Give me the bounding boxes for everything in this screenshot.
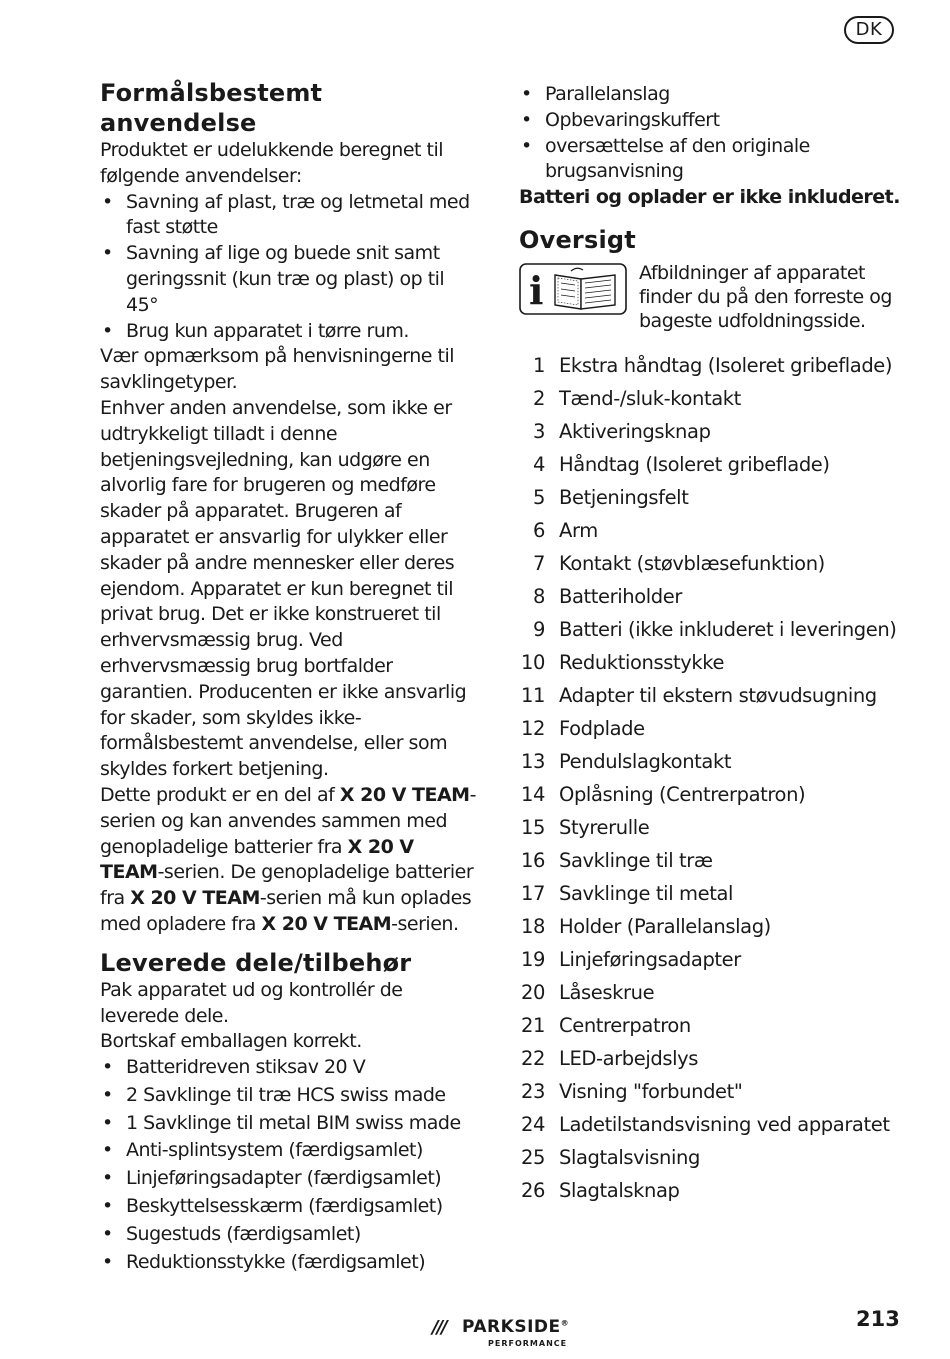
list-item (519, 844, 911, 877)
part-label: Visning "forbundet" (559, 1079, 743, 1103)
part-number: 5 (532, 485, 545, 509)
part-label: Fodplade (559, 716, 645, 740)
part-number: 4 (532, 452, 545, 476)
part-number: 7 (532, 551, 545, 575)
info-book-icon (519, 263, 627, 315)
part-number: 2 (532, 386, 545, 410)
not-included-note: Batteri og oplader er ikke inkluderet. (519, 186, 900, 209)
list-item: • 1 Savklinge til metal BIM swiss made (100, 1111, 476, 1137)
list-item: • Beskyttelsesskærm (færdigsamlet) (100, 1194, 476, 1220)
section-title-delivery: Leverede dele/tilbehør (100, 948, 412, 977)
list-item (519, 349, 911, 382)
part-label: Tænd-/sluk-kontakt (559, 386, 741, 410)
intended-use-intro: Produktet er udelukkende beregnet til følgende anvendelser: (100, 139, 444, 187)
list-item (519, 613, 911, 646)
logo-name-text: PARKSIDE (462, 1317, 561, 1337)
part-label: Ekstra håndtag (Isoleret gribeflade) (559, 353, 893, 377)
list-item (519, 514, 911, 547)
part-number: 14 (520, 782, 545, 806)
part-number: 19 (520, 947, 545, 971)
series-name: X 20 V TEAM (130, 887, 260, 910)
part-number: 12 (520, 716, 545, 740)
part-label: Batteriholder (559, 584, 682, 608)
page-number: 213 (856, 1307, 900, 1331)
part-number: 18 (520, 914, 545, 938)
list-item (519, 877, 911, 910)
part-number: 6 (532, 518, 545, 542)
list-item (519, 415, 911, 448)
registered-mark: ® (560, 1318, 570, 1328)
list-item (519, 1141, 911, 1174)
list-item: • Savning af lige og buede snit samt geringssnit (kun træ og plast) op til 45° (100, 241, 476, 318)
list-item: • Brug kun apparatet i tørre rum. (100, 319, 476, 345)
list-item (519, 382, 911, 415)
part-label: Styrerulle (559, 815, 650, 839)
part-number: 15 (520, 815, 545, 839)
list-item: • Sugestuds (færdigsamlet) (100, 1222, 476, 1248)
list-item (519, 778, 911, 811)
list-item (519, 1075, 911, 1108)
part-number: 25 (520, 1145, 545, 1169)
unpack-instruction: Pak apparatet ud og kontrollér de leverede dele. (100, 978, 403, 1027)
part-label: Ladetilstandsvisning ved apparatet (559, 1112, 890, 1136)
part-label: Centrerpatron (559, 1013, 691, 1037)
saw-blade-note: Vær opmærksom på henvisningerne til savklingetyper. (100, 345, 455, 394)
list-item (519, 1009, 911, 1042)
list-item: • Parallelanslag (519, 82, 911, 108)
series-paragraph (100, 783, 476, 938)
part-label: Reduktionsstykke (559, 650, 725, 674)
part-label: Batteri (ikke inkluderet i leveringen) (559, 617, 897, 641)
part-label: Pendulslagkontakt (559, 749, 732, 773)
part-number: 20 (520, 980, 545, 1004)
section-title-overview: Oversigt (519, 225, 636, 254)
part-label: Låseskrue (559, 980, 655, 1004)
list-item: • oversættelse af den originale brugsanvisning (519, 134, 911, 186)
brand-logo (432, 1317, 584, 1351)
right-column (519, 82, 911, 1207)
part-number: 3 (532, 419, 545, 443)
part-number: 16 (520, 848, 545, 872)
list-item (519, 712, 911, 745)
list-item (519, 646, 911, 679)
part-number: 17 (520, 881, 545, 905)
text-span: -serien. De genopladelige batterier fra (100, 861, 474, 910)
list-item: • Reduktionsstykke (færdigsamlet) (100, 1250, 476, 1276)
part-number: 1 (532, 353, 545, 377)
part-label: Oplåsning (Centrerpatron) (559, 782, 806, 806)
overview-row (519, 261, 911, 333)
intended-use-list (100, 190, 476, 345)
list-item: • Savning af plast, træ og letmetal med fast støtte (100, 190, 476, 242)
part-label: Slagtalsknap (559, 1178, 680, 1202)
logo-subtitle: PERFORMANCE (488, 1339, 568, 1348)
list-item (519, 547, 911, 580)
part-number: 10 (520, 650, 545, 674)
list-item: • Anti-splintsystem (færdigsamlet) (100, 1138, 476, 1164)
part-label: Savklinge til metal (559, 881, 734, 905)
series-name: X 20 V TEAM (339, 783, 470, 806)
misuse-paragraph: Enhver anden anvendelse, som ikke er udtrykkeligt tilladt i denne betjeningsvejledning, kan udgøre en alvorlig fare for brugeren og medføre skader på apparatet. Brugeren af apparatet er ansvarlig for ulykker eller skader på andre mennesker eller deres ejendom. Apparatet er kun beregnet til privat brug. Det er ikke konstrueret til erhvervsmæssig brug. Ved erhvervsmæssig brug bortfalder garantien. Producenten er ikke ansvarlig for skader, som skyldes ikke-formålsbestemt anvendelse, eller som skyldes forkert betjening. (100, 396, 467, 781)
logo-wordmark (462, 1317, 569, 1337)
packaging-disposal: Bortskaf emballagen korrekt. (100, 1030, 362, 1053)
part-number: 11 (520, 683, 545, 707)
list-item (519, 811, 911, 844)
section-title-intended-use: Formålsbestemt anvendelse (100, 79, 323, 137)
list-item (519, 448, 911, 481)
part-label: Håndtag (Isoleret gribeflade) (559, 452, 830, 476)
part-number: 13 (520, 749, 545, 773)
delivery-list-continued (519, 82, 911, 185)
overview-description: Afbildninger af apparatet finder du på den forreste og bageste udfoldningsside. (639, 261, 892, 332)
part-label: Betjeningsfelt (559, 485, 689, 509)
part-label: Slagtalsvisning (559, 1145, 700, 1169)
list-item (519, 1174, 911, 1207)
part-label: Kontakt (støvblæsefunktion) (559, 551, 825, 575)
text-span: Dette produkt er en del af (100, 783, 340, 806)
text-span: -serien og kan anvendes sammen med genopladelige batterier fra (100, 783, 476, 858)
part-label: Aktiveringsknap (559, 419, 711, 443)
text-span: -serien må kun oplades med opladere fra (100, 887, 472, 935)
list-item (519, 679, 911, 712)
list-item (519, 1108, 911, 1141)
series-name: X 20 V TEAM (100, 835, 414, 884)
part-label: Adapter til ekstern støvudsugning (559, 683, 877, 707)
series-name: X 20 V TEAM (261, 912, 392, 935)
list-item (519, 745, 911, 778)
list-item (519, 580, 911, 613)
part-label: LED-arbejdslys (559, 1046, 699, 1070)
part-number: 24 (520, 1112, 545, 1136)
list-item (519, 910, 911, 943)
part-number: 22 (520, 1046, 545, 1070)
list-item: • Opbevaringskuffert (519, 108, 911, 134)
language-badge: DK (844, 16, 894, 44)
list-item (519, 481, 911, 514)
list-item: • Linjeføringsadapter (færdigsamlet) (100, 1166, 476, 1192)
part-number: 21 (520, 1013, 545, 1037)
list-item: • 2 Savklinge til træ HCS swiss made (100, 1083, 476, 1109)
delivery-list (100, 1055, 476, 1275)
part-label: Holder (Parallelanslag) (559, 914, 771, 938)
left-column (100, 78, 476, 1277)
part-label: Savklinge til træ (559, 848, 713, 872)
parts-list (519, 349, 911, 1207)
svg-text:i: i (529, 267, 544, 313)
logo-stripes: /// (432, 1317, 446, 1338)
part-label: Arm (559, 518, 598, 542)
part-number: 23 (520, 1079, 545, 1103)
list-item (519, 1042, 911, 1075)
text-span: -serien. (391, 912, 459, 935)
part-number: 26 (520, 1178, 545, 1202)
list-item (519, 943, 911, 976)
part-number: 8 (532, 584, 545, 608)
list-item: • Batteridreven stiksav 20 V (100, 1055, 476, 1081)
part-label: Linjeføringsadapter (559, 947, 741, 971)
part-number: 9 (532, 617, 545, 641)
list-item (519, 976, 911, 1009)
